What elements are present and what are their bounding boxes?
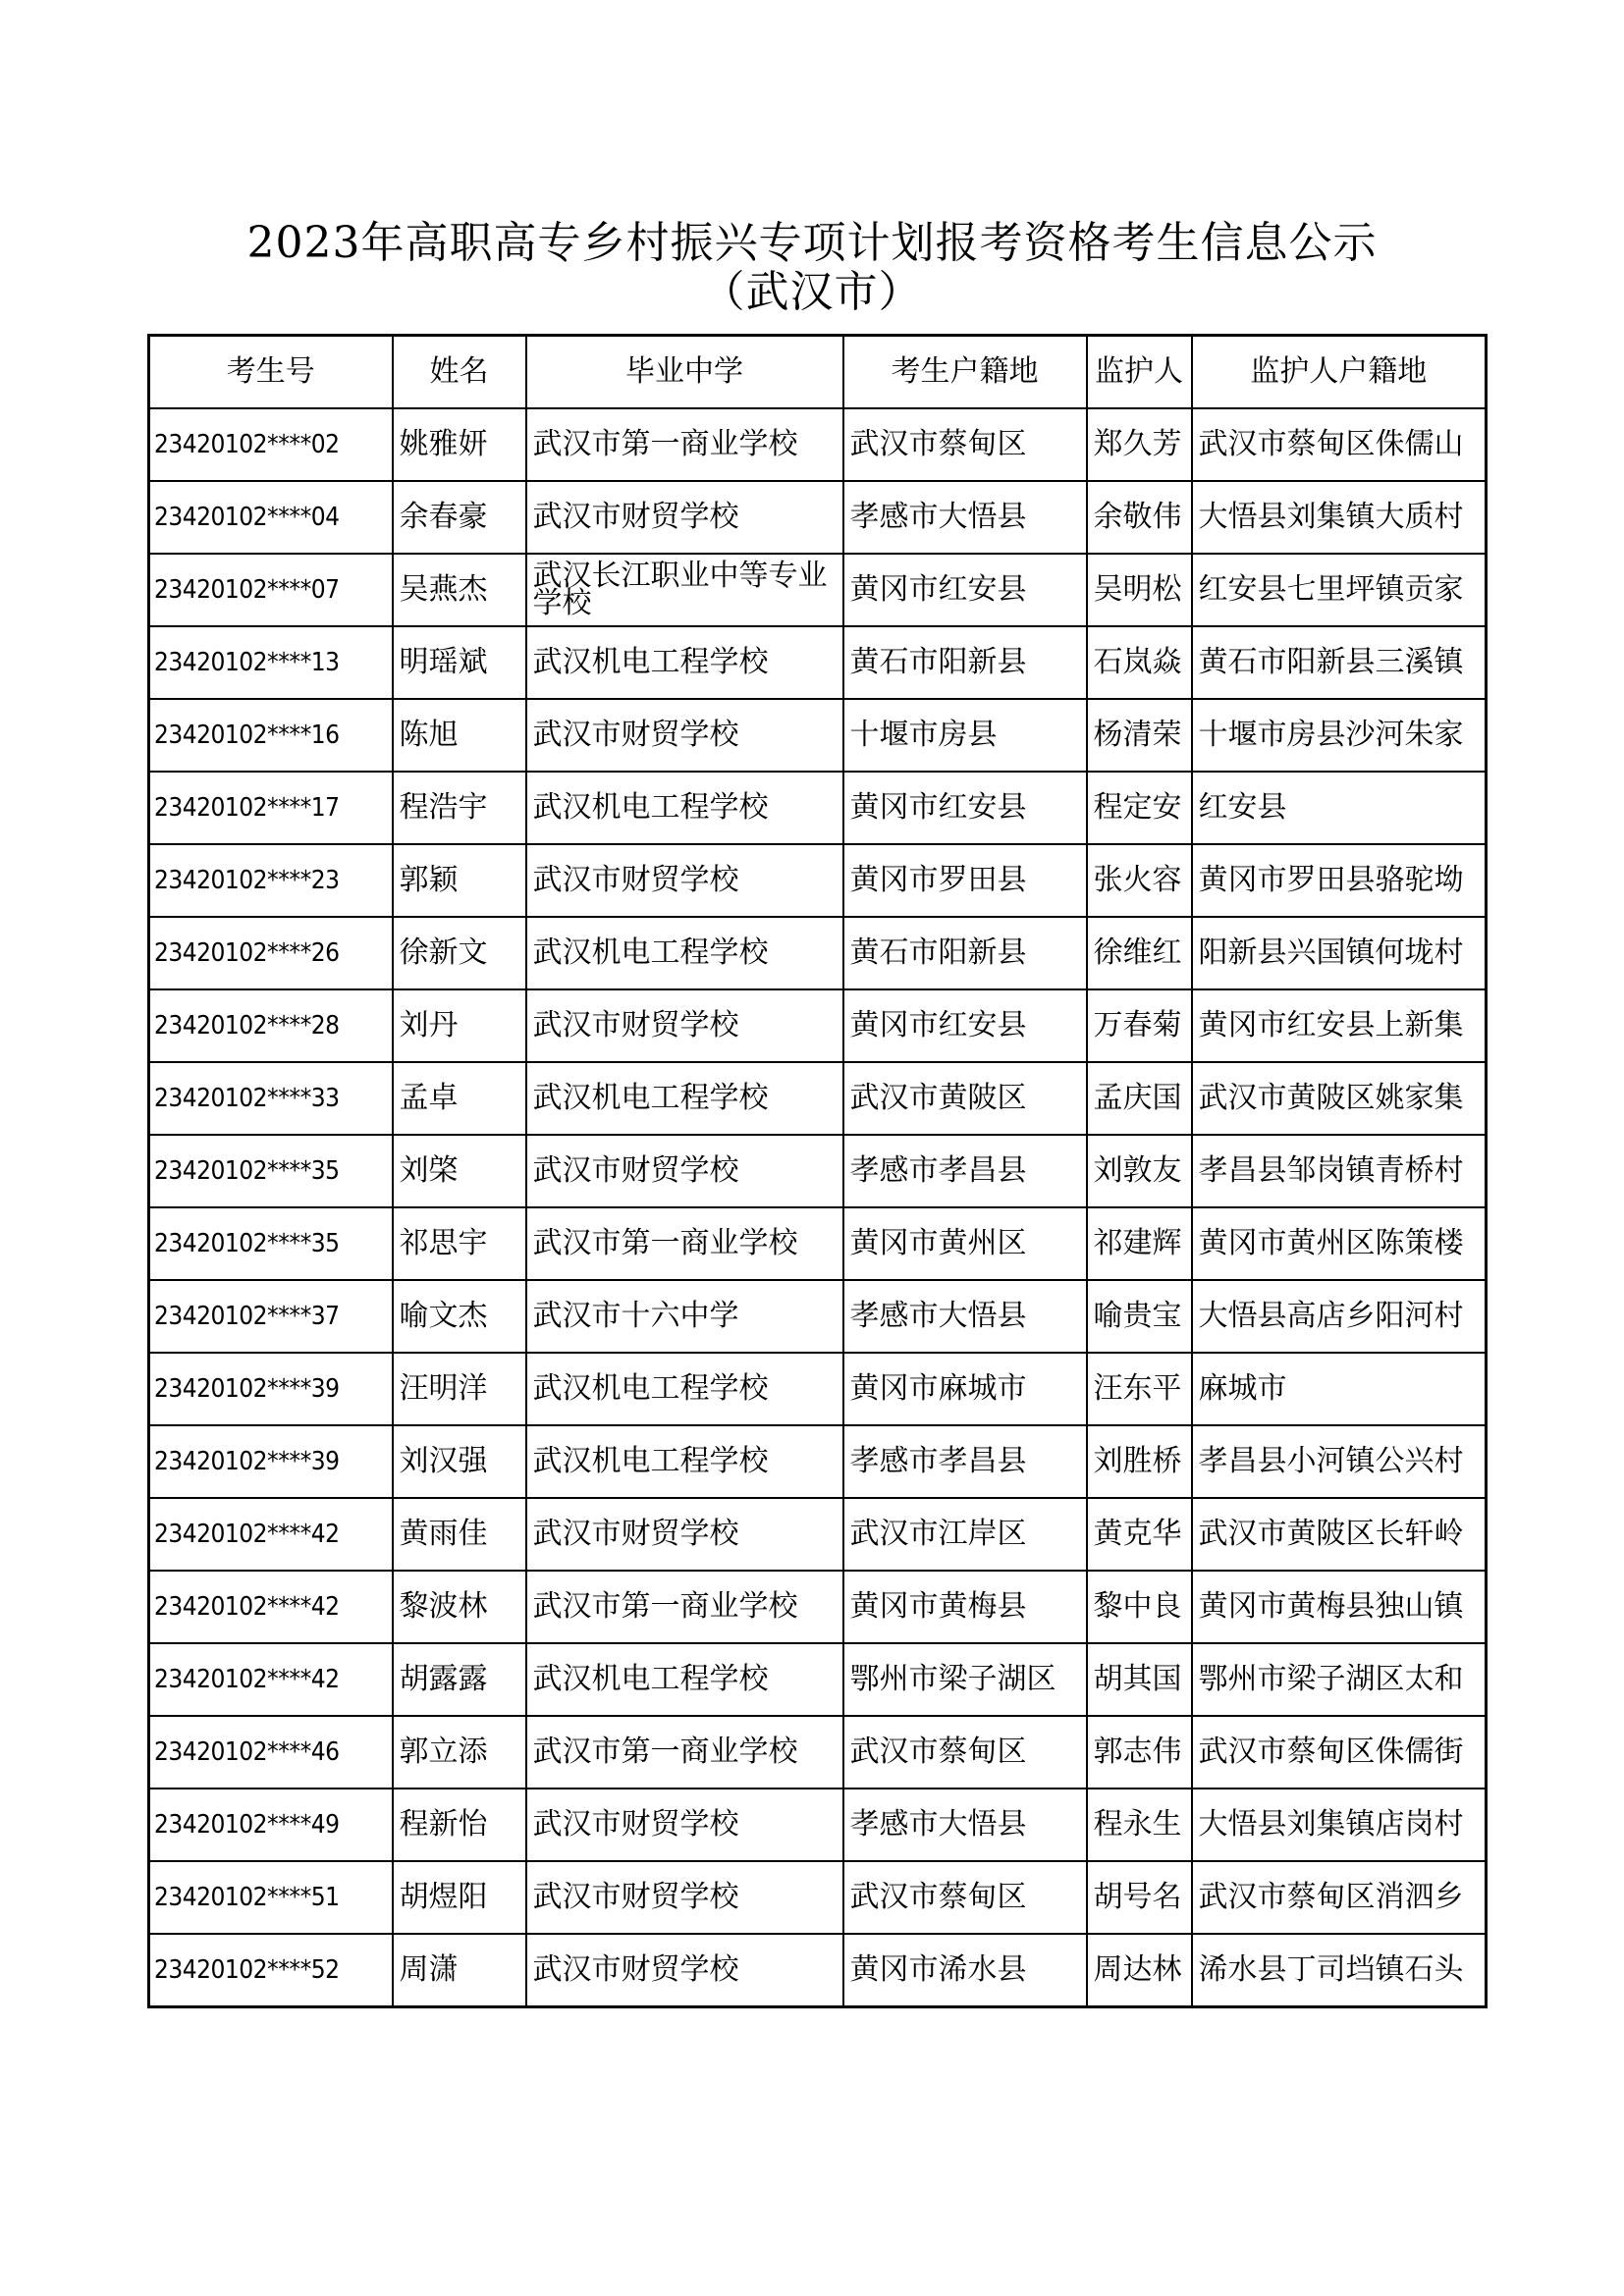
cell-student-name: 刘汉强: [393, 1425, 526, 1498]
cell-exam-id: 23420102****33: [149, 1062, 393, 1135]
header-name: 姓名: [393, 336, 526, 409]
table-body: [149, 408, 1487, 2007]
cell-guardian-residence: 浠水县丁司垱镇石头: [1192, 1934, 1487, 2007]
cell-residence: 黄石市阳新县: [843, 626, 1087, 699]
cell-guardian-residence: 武汉市黄陂区长轩岭: [1192, 1498, 1487, 1571]
cell-guardian-residence: 阳新县兴国镇何垅村: [1192, 917, 1487, 989]
cell-exam-id: 23420102****04: [149, 481, 393, 554]
cell-guardian-residence: 武汉市蔡甸区侏儒街: [1192, 1716, 1487, 1789]
cell-student-name: 喻文杰: [393, 1280, 526, 1353]
cell-residence: 黄石市阳新县: [843, 917, 1087, 989]
cell-residence: 黄冈市罗田县: [843, 844, 1087, 917]
cell-guardian-residence: 大悟县刘集镇大质村: [1192, 481, 1487, 554]
cell-exam-id: 23420102****35: [149, 1207, 393, 1280]
cell-school: 武汉市财贸学校: [526, 1498, 843, 1571]
cell-school: 武汉市财贸学校: [526, 1861, 843, 1934]
cell-student-name: 周潇: [393, 1934, 526, 2007]
table-row: [149, 554, 1487, 626]
cell-residence: 黄冈市红安县: [843, 554, 1087, 626]
cell-school: 武汉市十六中学: [526, 1280, 843, 1353]
table-row: [149, 1353, 1487, 1425]
cell-student-name: 程浩宇: [393, 772, 526, 844]
cell-guardian-residence: 黄石市阳新县三溪镇: [1192, 626, 1487, 699]
cell-guardian-residence: 鄂州市梁子湖区太和: [1192, 1643, 1487, 1716]
table-row: [149, 1716, 1487, 1789]
cell-school: 武汉市财贸学校: [526, 1934, 843, 2007]
cell-school: 武汉机电工程学校: [526, 1062, 843, 1135]
cell-exam-id: 23420102****02: [149, 408, 393, 481]
cell-guardian: 杨清荣: [1087, 699, 1192, 772]
cell-school: 武汉市财贸学校: [526, 989, 843, 1062]
cell-guardian: 黄克华: [1087, 1498, 1192, 1571]
cell-residence: 黄冈市红安县: [843, 772, 1087, 844]
cell-guardian-residence: 黄冈市黄梅县独山镇: [1192, 1571, 1487, 1643]
cell-residence: 黄冈市浠水县: [843, 1934, 1087, 2007]
cell-guardian: 汪东平: [1087, 1353, 1192, 1425]
cell-exam-id: 23420102****39: [149, 1353, 393, 1425]
cell-exam-id: 23420102****23: [149, 844, 393, 917]
cell-residence: 武汉市黄陂区: [843, 1062, 1087, 1135]
cell-residence: 黄冈市黄梅县: [843, 1571, 1087, 1643]
table-row: [149, 1498, 1487, 1571]
table-row: [149, 1135, 1487, 1207]
cell-residence: 黄冈市红安县: [843, 989, 1087, 1062]
cell-exam-id: 23420102****49: [149, 1789, 393, 1861]
cell-school: 武汉机电工程学校: [526, 1643, 843, 1716]
cell-guardian-residence: 武汉市蔡甸区消泗乡: [1192, 1861, 1487, 1934]
cell-school: 武汉长江职业中等专业学校: [526, 554, 843, 626]
cell-student-name: 姚雅妍: [393, 408, 526, 481]
cell-school: 武汉机电工程学校: [526, 772, 843, 844]
table-header-row: [149, 336, 1487, 409]
table-row: [149, 408, 1487, 481]
cell-exam-id: 23420102****37: [149, 1280, 393, 1353]
table-row: [149, 626, 1487, 699]
cell-guardian: 胡其国: [1087, 1643, 1192, 1716]
cell-residence: 武汉市蔡甸区: [843, 1861, 1087, 1934]
cell-student-name: 余春豪: [393, 481, 526, 554]
cell-school: 武汉机电工程学校: [526, 1353, 843, 1425]
cell-guardian: 石岚焱: [1087, 626, 1192, 699]
candidate-table: [147, 334, 1488, 2008]
cell-school: 武汉市财贸学校: [526, 1789, 843, 1861]
cell-school: 武汉机电工程学校: [526, 626, 843, 699]
cell-guardian: 万春菊: [1087, 989, 1192, 1062]
table-row: [149, 1789, 1487, 1861]
cell-guardian-residence: 红安县: [1192, 772, 1487, 844]
cell-exam-id: 23420102****42: [149, 1643, 393, 1716]
header-school: 毕业中学: [526, 336, 843, 409]
cell-guardian: 祁建辉: [1087, 1207, 1192, 1280]
header-exam-id: 考生号: [149, 336, 393, 409]
cell-residence: 鄂州市梁子湖区: [843, 1643, 1087, 1716]
cell-guardian-residence: 大悟县高店乡阳河村: [1192, 1280, 1487, 1353]
cell-student-name: 程新怡: [393, 1789, 526, 1861]
cell-residence: 黄冈市麻城市: [843, 1353, 1087, 1425]
cell-guardian: 周达林: [1087, 1934, 1192, 2007]
cell-guardian-residence: 大悟县刘集镇店岗村: [1192, 1789, 1487, 1861]
table-row: [149, 1062, 1487, 1135]
cell-guardian: 程定安: [1087, 772, 1192, 844]
cell-school: 武汉机电工程学校: [526, 917, 843, 989]
cell-residence: 孝感市孝昌县: [843, 1425, 1087, 1498]
header-guardian: 监护人: [1087, 336, 1192, 409]
cell-student-name: 胡煜阳: [393, 1861, 526, 1934]
cell-student-name: 祁思宇: [393, 1207, 526, 1280]
cell-exam-id: 23420102****35: [149, 1135, 393, 1207]
cell-exam-id: 23420102****42: [149, 1571, 393, 1643]
table-row: [149, 1425, 1487, 1498]
cell-school: 武汉市第一商业学校: [526, 1571, 843, 1643]
cell-guardian: 黎中良: [1087, 1571, 1192, 1643]
cell-student-name: 胡露露: [393, 1643, 526, 1716]
cell-guardian-residence: 武汉市黄陂区姚家集: [1192, 1062, 1487, 1135]
cell-residence: 十堰市房县: [843, 699, 1087, 772]
cell-guardian: 张火容: [1087, 844, 1192, 917]
cell-school: 武汉市第一商业学校: [526, 408, 843, 481]
header-guardian-residence: 监护人户籍地: [1192, 336, 1487, 409]
cell-exam-id: 23420102****42: [149, 1498, 393, 1571]
cell-student-name: 陈旭: [393, 699, 526, 772]
cell-student-name: 刘棨: [393, 1135, 526, 1207]
cell-exam-id: 23420102****13: [149, 626, 393, 699]
cell-guardian: 吴明松: [1087, 554, 1192, 626]
cell-exam-id: 23420102****52: [149, 1934, 393, 2007]
header-residence: 考生户籍地: [843, 336, 1087, 409]
cell-student-name: 吴燕杰: [393, 554, 526, 626]
cell-school: 武汉机电工程学校: [526, 1425, 843, 1498]
cell-guardian-residence: 十堰市房县沙河朱家: [1192, 699, 1487, 772]
cell-guardian-residence: 黄冈市罗田县骆驼坳: [1192, 844, 1487, 917]
cell-exam-id: 23420102****39: [149, 1425, 393, 1498]
cell-guardian-residence: 武汉市蔡甸区侏儒山: [1192, 408, 1487, 481]
cell-guardian: 程永生: [1087, 1789, 1192, 1861]
cell-guardian: 刘胜桥: [1087, 1425, 1192, 1498]
table-row: [149, 699, 1487, 772]
table-row: [149, 1280, 1487, 1353]
cell-student-name: 汪明洋: [393, 1353, 526, 1425]
cell-residence: 武汉市江岸区: [843, 1498, 1087, 1571]
cell-student-name: 刘丹: [393, 989, 526, 1062]
cell-exam-id: 23420102****28: [149, 989, 393, 1062]
cell-school: 武汉市财贸学校: [526, 481, 843, 554]
cell-guardian: 余敬伟: [1087, 481, 1192, 554]
cell-guardian: 刘敦友: [1087, 1135, 1192, 1207]
cell-student-name: 郭立添: [393, 1716, 526, 1789]
cell-guardian-residence: 黄冈市黄州区陈策楼: [1192, 1207, 1487, 1280]
cell-guardian: 郭志伟: [1087, 1716, 1192, 1789]
cell-guardian: 徐维红: [1087, 917, 1192, 989]
cell-student-name: 郭颖: [393, 844, 526, 917]
table-row: [149, 917, 1487, 989]
cell-guardian-residence: 孝昌县邹岗镇青桥村: [1192, 1135, 1487, 1207]
table-row: [149, 772, 1487, 844]
cell-exam-id: 23420102****46: [149, 1716, 393, 1789]
cell-guardian-residence: 黄冈市红安县上新集: [1192, 989, 1487, 1062]
cell-residence: 孝感市大悟县: [843, 1280, 1087, 1353]
cell-guardian-residence: 孝昌县小河镇公兴村: [1192, 1425, 1487, 1498]
table-row: [149, 989, 1487, 1062]
page-subtitle: （武汉市）: [701, 267, 923, 317]
cell-school: 武汉市财贸学校: [526, 844, 843, 917]
table-row: [149, 1861, 1487, 1934]
cell-student-name: 徐新文: [393, 917, 526, 989]
cell-exam-id: 23420102****17: [149, 772, 393, 844]
table-row: [149, 844, 1487, 917]
table-row: [149, 1934, 1487, 2007]
cell-residence: 黄冈市黄州区: [843, 1207, 1087, 1280]
cell-guardian: 胡号名: [1087, 1861, 1192, 1934]
cell-student-name: 黄雨佳: [393, 1498, 526, 1571]
cell-school: 武汉市第一商业学校: [526, 1716, 843, 1789]
cell-guardian: 喻贵宝: [1087, 1280, 1192, 1353]
cell-exam-id: 23420102****16: [149, 699, 393, 772]
cell-school: 武汉市财贸学校: [526, 1135, 843, 1207]
cell-residence: 孝感市大悟县: [843, 1789, 1087, 1861]
cell-guardian: 郑久芳: [1087, 408, 1192, 481]
cell-exam-id: 23420102****07: [149, 554, 393, 626]
table-row: [149, 481, 1487, 554]
cell-guardian: 孟庆国: [1087, 1062, 1192, 1135]
cell-residence: 武汉市蔡甸区: [843, 1716, 1087, 1789]
table-row: [149, 1643, 1487, 1716]
cell-school: 武汉市第一商业学校: [526, 1207, 843, 1280]
table-row: [149, 1207, 1487, 1280]
cell-guardian-residence: 红安县七里坪镇贡家: [1192, 554, 1487, 626]
cell-guardian-residence: 麻城市: [1192, 1353, 1487, 1425]
table-row: [149, 1571, 1487, 1643]
cell-residence: 孝感市大悟县: [843, 481, 1087, 554]
cell-school: 武汉市财贸学校: [526, 699, 843, 772]
cell-student-name: 明瑶斌: [393, 626, 526, 699]
cell-residence: 武汉市蔡甸区: [843, 408, 1087, 481]
cell-exam-id: 23420102****51: [149, 1861, 393, 1934]
cell-residence: 孝感市孝昌县: [843, 1135, 1087, 1207]
cell-exam-id: 23420102****26: [149, 917, 393, 989]
cell-student-name: 孟卓: [393, 1062, 526, 1135]
page-title: 2023年高职高专乡村振兴专项计划报考资格考生信息公示: [246, 218, 1378, 268]
cell-student-name: 黎波林: [393, 1571, 526, 1643]
